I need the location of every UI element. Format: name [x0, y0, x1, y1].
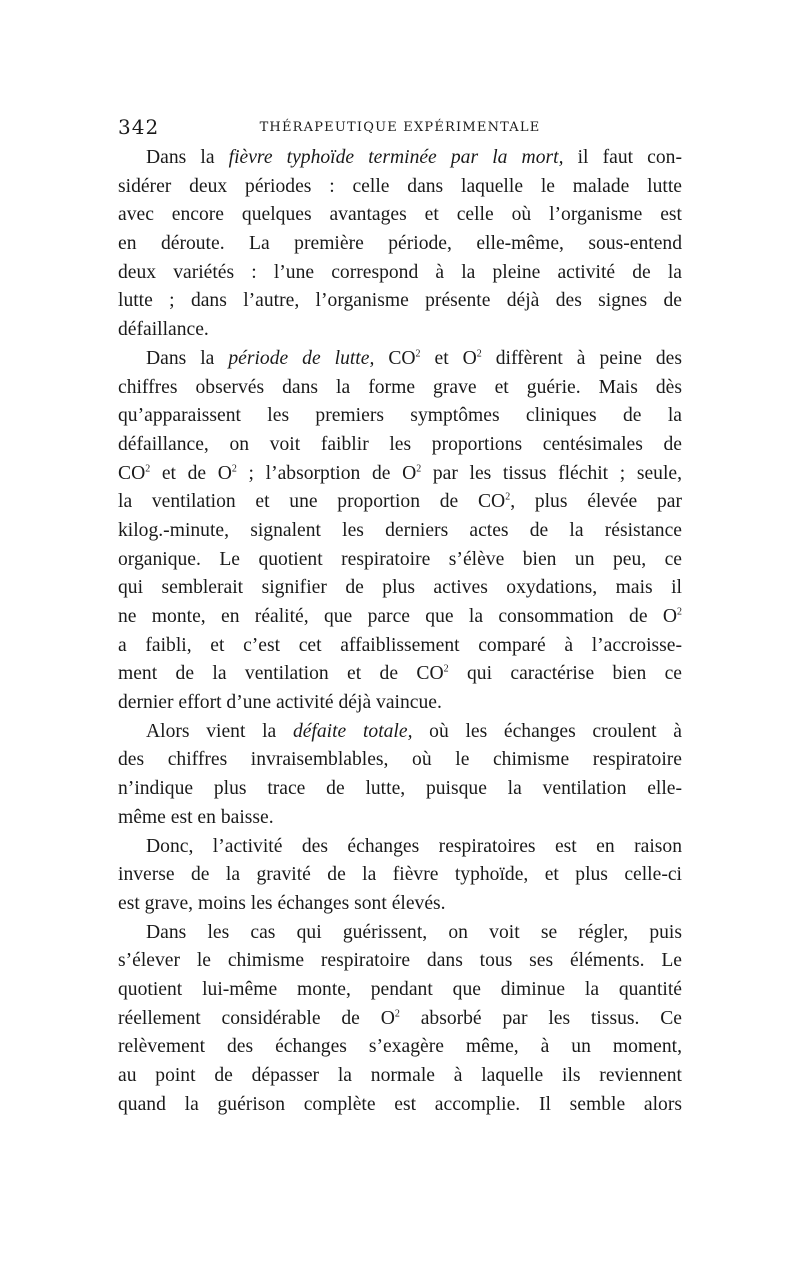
- text-span: il faut con-: [563, 147, 682, 168]
- text-line: [118, 1033, 682, 1062]
- text-span: la ventilation et une proportion de CO: [118, 491, 506, 513]
- text-line: [118, 947, 682, 976]
- text-line: [118, 1062, 682, 1091]
- text-span: dernier effort d’une activité déjà vaincue.: [118, 692, 442, 714]
- text-span: où les échanges croulent à: [412, 720, 682, 742]
- text-span: au point de dépasser la normale à laquelle ils reviennent: [118, 1065, 682, 1086]
- text-line: [118, 746, 682, 775]
- text-span: par les tissus fléchit ; seule,: [421, 462, 682, 484]
- superscript: 2: [476, 348, 482, 360]
- text-span: Dans la: [146, 147, 229, 168]
- text-line: [118, 546, 682, 575]
- text-line: [118, 603, 682, 632]
- text-line: [118, 374, 682, 403]
- text-line: [118, 488, 682, 517]
- text-span: qu’apparaissent les premiers symptômes cliniques de la: [118, 405, 682, 427]
- superscript: 2: [145, 463, 151, 475]
- superscript: 2: [677, 606, 682, 618]
- superscript: 2: [394, 1008, 400, 1020]
- text-span: absorbé par les tissus. Ce: [399, 1007, 683, 1029]
- text-span: défaillance.: [118, 319, 209, 341]
- text-span: qui caractérise bien ce: [448, 663, 682, 685]
- text-line: [118, 861, 682, 890]
- text-span: Alors vient la: [146, 720, 293, 742]
- superscript: 2: [416, 463, 422, 475]
- text-line: [118, 574, 682, 603]
- body-text: [118, 144, 682, 1119]
- text-line: [118, 775, 682, 804]
- text-span: n’indique plus trace de lutte, puisque la ventilation elle-: [118, 778, 682, 800]
- text-span: réellement considérable de O: [118, 1007, 395, 1029]
- text-line: [118, 689, 682, 718]
- superscript: 2: [415, 348, 421, 360]
- text-span: a faibli, et c’est cet affaiblissement comparé à l’accroisse-: [118, 634, 682, 656]
- text-span: en déroute. La première période, elle-même, sous-entend: [118, 233, 682, 255]
- text-span: diffèrent à peine des: [481, 347, 682, 369]
- text-span: Donc, l’activité des échanges respiratoires est en raison: [146, 835, 682, 857]
- text-line: [118, 259, 682, 288]
- text-line: [118, 1005, 682, 1034]
- text-span: et de O: [150, 462, 232, 484]
- superscript: 2: [505, 491, 511, 503]
- text-line: [118, 230, 682, 259]
- superscript: 2: [443, 663, 449, 675]
- text-line: [118, 431, 682, 460]
- text-span: Dans les cas qui guérissent, on voit se régler, puis: [146, 921, 682, 943]
- text-line: [118, 976, 682, 1005]
- text-span: des chiffres invraisemblables, où le chimisme respiratoire: [118, 749, 682, 771]
- page-header: [118, 112, 682, 142]
- text-line: [118, 660, 682, 689]
- text-span: CO: [374, 347, 416, 369]
- text-span: kilog.-minute, signalent les derniers actes de la résistance: [118, 519, 682, 541]
- text-line: [118, 144, 682, 173]
- italic-text: défaite totale,: [292, 720, 413, 742]
- text-line: [118, 173, 682, 202]
- text-span: défaillance, on voit faiblir les proportions centésimales de: [118, 433, 682, 455]
- text-line: [118, 718, 682, 747]
- text-span: est grave, moins les échanges sont élevés.: [118, 892, 446, 914]
- text-span: Dans la: [146, 347, 229, 369]
- text-span: inverse de la gravité de la fièvre typhoïde, et plus celle-ci: [118, 864, 682, 886]
- text-span: quand la guérison complète est accomplie. Il semble alors: [118, 1093, 682, 1115]
- italic-text: période de lutte,: [228, 347, 375, 369]
- text-span: ne monte, en réalité, que parce que la consommation de O: [118, 606, 677, 627]
- text-span: organique. Le quotient respiratoire s’élève bien un peu, ce: [118, 548, 682, 570]
- text-line: [118, 345, 682, 374]
- text-line: [118, 804, 682, 833]
- text-line: [118, 1091, 682, 1120]
- text-line: [118, 316, 682, 345]
- text-span: sidérer deux périodes : celle dans laquelle le malade lutte: [118, 175, 682, 197]
- text-span: CO: [118, 462, 146, 484]
- text-span: relèvement des échanges s’exagère même, à un moment,: [118, 1036, 682, 1058]
- text-span: même est en baisse.: [118, 806, 274, 828]
- text-span: qui semblerait signifier de plus actives oxydations, mais il: [118, 577, 682, 599]
- superscript: 2: [231, 463, 237, 475]
- text-line: [118, 833, 682, 862]
- text-span: avec encore quelques avantages et celle où l’organisme est: [118, 204, 682, 226]
- text-line: [118, 460, 682, 489]
- text-line: [118, 632, 682, 661]
- text-span: ; l’absorption de O: [236, 462, 417, 484]
- text-line: [118, 287, 682, 316]
- book-page: [118, 112, 682, 1119]
- running-head: THÉRAPEUTIQUE EXPÉRIMENTALE: [259, 120, 541, 135]
- text-span: , plus élevée par: [510, 491, 682, 513]
- text-span: lutte ; dans l’autre, l’organisme présente déjà des signes de: [118, 290, 682, 312]
- text-span: quotient lui-même monte, pendant que diminue la quantité: [118, 978, 682, 1000]
- text-span: s’élever le chimisme respiratoire dans tous ses éléments. Le: [118, 950, 682, 972]
- text-span: deux variétés : l’une correspond à la pleine activité de la: [118, 261, 682, 283]
- italic-text: fièvre typhoïde terminée par la mort,: [228, 147, 564, 168]
- text-line: [118, 201, 682, 230]
- text-line: [118, 890, 682, 919]
- text-line: [118, 402, 682, 431]
- text-span: chiffres observés dans la forme grave et guérie. Mais dès: [118, 376, 682, 398]
- text-line: [118, 517, 682, 546]
- text-line: [118, 919, 682, 948]
- text-span: et O: [420, 347, 477, 369]
- page-number: 342: [118, 115, 160, 139]
- text-span: ment de la ventilation et de CO: [118, 663, 444, 685]
